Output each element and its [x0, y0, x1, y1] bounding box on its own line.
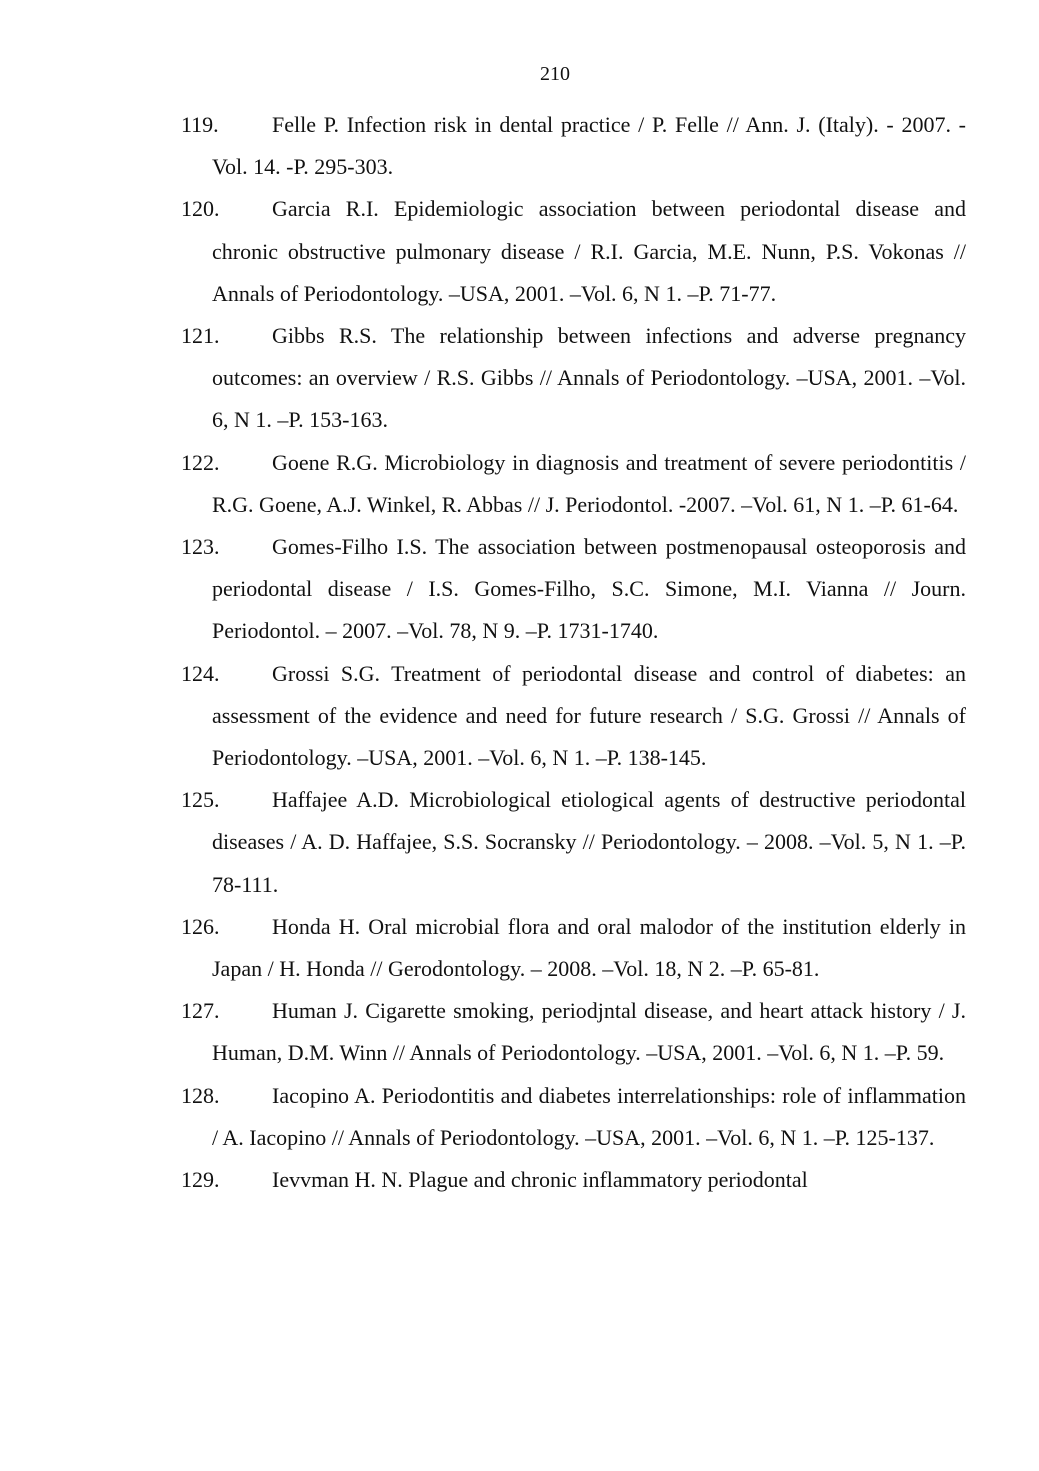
reference-item: [181, 442, 966, 526]
reference-item: [181, 315, 966, 442]
reference-number: 129.: [181, 1167, 220, 1193]
reference-number: 127.: [181, 998, 220, 1024]
reference-text: Felle P. Infection risk in dental practice / P. Felle // Ann. J. (Italy). - 2007. -Vol. 14. -P. 295-303.: [212, 112, 966, 180]
reference-text: Gibbs R.S. The relationship between infections and adverse pregnancy outcomes: an overview / R.S. Gibbs // Annals of Periodontology. –USA, 2001. –Vol. 6, N 1. –P. 153-163.: [212, 323, 966, 433]
reference-number: 123.: [181, 534, 220, 560]
reference-text: Grossi S.G. Treatment of periodontal disease and control of diabetes: an assessment of the evidence and need for future research / S.G. Grossi // Annals of Periodontology. –USA, 2001. –Vol. 6, N 1. –P. 138-145.: [212, 660, 966, 771]
reference-item: [181, 1075, 966, 1159]
reference-text: Haffajee A.D. Microbiological etiological agents of destructive periodontal diseases / A. D. Haffajee, S.S. Socransky // Periodontology. – 2008. –Vol. 5, N 1. –P. 78-111.: [212, 787, 966, 897]
reference-number: 121.: [181, 323, 220, 349]
reference-item: [181, 906, 966, 990]
reference-text: Gomes-Filho I.S. The association between postmenopausal osteoporosis and periodontal disease / I.S. Gomes-Filho, S.C. Simone, M.I. Vianna // Journ. Periodontol. – 2007. –Vol. 78, N 9. –P. 1731-1740.: [212, 534, 966, 644]
reference-number: 122.: [181, 449, 220, 475]
reference-text: Goene R.G. Microbiology in diagnosis and treatment of severe periodontitis / R.G. Goene, A.J. Winkel, R. Abbas // J. Periodontol. -2007. –Vol. 61, N 1. –P. 61-64.: [212, 449, 966, 517]
reference-text: Ievvman H. N. Plague and chronic inflammatory periodontal: [272, 1167, 808, 1193]
reference-number: 125.: [181, 787, 220, 813]
reference-number: 119.: [181, 112, 219, 137]
reference-item: [181, 990, 966, 1074]
reference-item: [181, 104, 966, 188]
reference-item: [181, 779, 966, 906]
reference-item: [181, 526, 966, 653]
reference-text: Iacopino A. Periodontitis and diabetes interrelationships: role of inflammation / A. Iacopino // Annals of Periodontology. –USA, 2001. –Vol. 6, N 1. –P. 125-137.: [212, 1082, 966, 1150]
reference-number: 120.: [181, 196, 220, 222]
reference-text: Honda H. Oral microbial flora and oral malodor of the institution elderly in Japan / H. Honda // Gerodontology. – 2008. –Vol. 18, N 2. –P. 65-81.: [212, 913, 966, 982]
reference-number: 128.: [181, 1082, 220, 1108]
reference-list: [181, 104, 966, 1201]
reference-text: Human J. Cigarette smoking, periodjntal disease, and heart attack history / J. Human, D.M. Winn // Annals of Periodontology. –USA, 2001. –Vol. 6, N 1. –P. 59.: [212, 998, 966, 1066]
reference-text: Garcia R.I. Epidemiologic association between periodontal disease and chronic obstructive pulmonary disease / R.I. Garcia, M.E. Nunn, P.S. Vokonas // Annals of Periodontology. –USA, 2001. –Vol. 6, N 1. –P. 71-77.: [212, 196, 966, 306]
reference-item: [181, 1159, 966, 1201]
page-number: 210: [540, 63, 570, 85]
reference-number: 124.: [181, 660, 220, 686]
reference-item: [181, 653, 966, 780]
reference-number: 126.: [181, 913, 220, 939]
reference-item: [181, 188, 966, 315]
